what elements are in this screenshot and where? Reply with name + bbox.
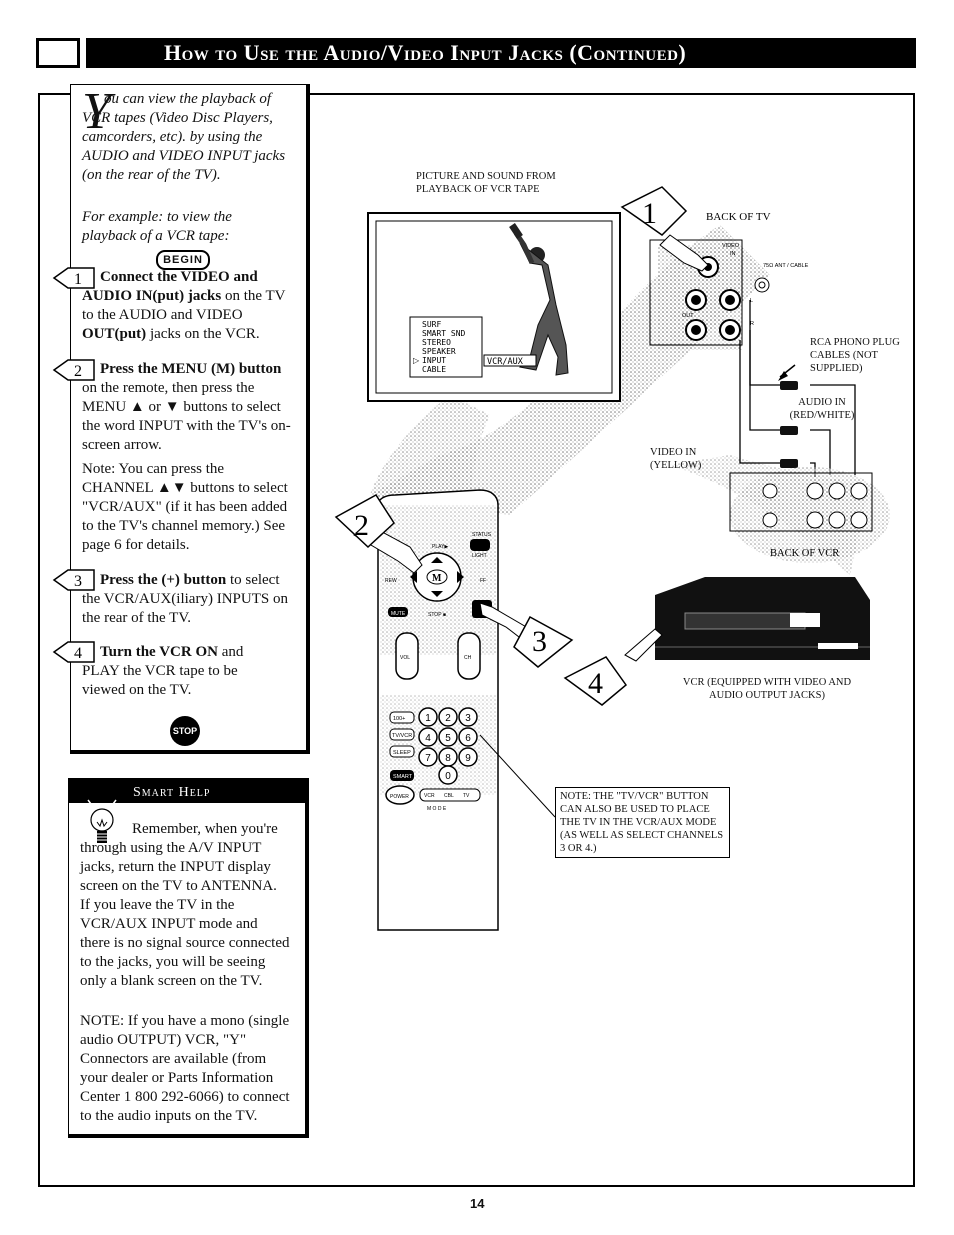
digit-6: 6 — [465, 733, 471, 744]
vcr-video-out-jack — [807, 483, 823, 499]
smart-help-para2: NOTE: If you have a mono (single audio OUTPUT) VCR, "Y" Connectors are available (from your dealer or Parts Information Center 1 800 292-6066) to connect to the audio inputs on the TV. — [80, 1013, 290, 1124]
tv-mode-label: TV — [463, 793, 470, 799]
key-100-label: 100+ — [393, 716, 406, 722]
audio-in-label: AUDIO IN (RED/WHITE) — [789, 397, 855, 421]
vcr-antenna-in-jack — [763, 513, 777, 527]
drop-cap: Y — [82, 83, 111, 140]
digit-8: 8 — [445, 753, 451, 764]
tv-antenna-jack — [755, 278, 769, 292]
rca-plugs — [780, 381, 798, 468]
step-2-rest: on the remote, then press the MENU ▲ or ▼ buttons to select the word INPUT with the TV's on-screen arrow. — [82, 380, 291, 453]
vcr-antenna-out-jack — [763, 484, 777, 498]
power-label: POWER — [390, 794, 409, 800]
smart-help-title: Smart Help — [69, 779, 306, 803]
tv-label-r: R — [750, 321, 754, 327]
diagram-step-1: 1 — [642, 197, 657, 230]
step-3-rest: to select the VCR/AUX(iliary) INPUTS on the rear of the TV. — [82, 572, 288, 626]
vcr-display — [790, 613, 820, 627]
video-in-label: VIDEO IN (YELLOW) — [650, 447, 702, 471]
vcr-audio-l-out-jack — [829, 483, 845, 499]
header-checkbox-icon — [36, 38, 80, 68]
menu-arrow-icon: ▷ — [413, 356, 420, 365]
mute-key-label: MUTE — [391, 611, 406, 617]
digit-0: 0 — [445, 771, 451, 782]
diagram-step-2: 2 — [354, 509, 369, 542]
tv-label-out: OUT — [682, 313, 694, 319]
step-4-rest: and PLAY the VCR tape to be viewed on the TV. — [82, 644, 244, 698]
diagram-step-4: 4 — [588, 667, 603, 700]
begin-badge: BEGIN — [156, 250, 210, 270]
tv-vcr-label: TV/VCR — [392, 733, 413, 739]
vcr-audio-l-in-jack — [829, 512, 845, 528]
digit-3: 3 — [465, 713, 471, 724]
step-2-text — [82, 360, 292, 455]
ch-label: CH — [464, 655, 472, 661]
step-3-text — [82, 571, 297, 628]
page-title: How to Use the Audio/Video Input Jacks (Continued) — [86, 38, 916, 68]
connection-diagram — [310, 95, 914, 1185]
digit-5: 5 — [445, 733, 451, 744]
digit-2: 2 — [445, 713, 451, 724]
status-key-label: STATUS — [472, 532, 491, 538]
intro-paragraph: ou can view the playback of VCR tapes (Video Disc Players, camcorders, etc). by using the AUDIO and VIDEO INPUT jacks (on the rear of the TV). — [82, 91, 286, 183]
vcr-audio-r-in-jack — [851, 512, 867, 528]
vol-label: VOL — [400, 655, 411, 661]
tv-label-video: VIDEO — [722, 243, 740, 249]
step-4-bold: Turn the VCR ON — [100, 644, 218, 660]
menu-item-0: SURF — [422, 320, 442, 329]
step-1-text — [82, 268, 292, 344]
step-4-text — [82, 643, 282, 700]
diagram-step-3: 3 — [532, 625, 547, 658]
stop-key-label: STOP ■ — [428, 612, 446, 618]
step-2-note: Note: You can press the CHANNEL ▲▼ buttons to select "VCR/AUX" (if it has been added to the TV's channel memory.) See page 6 for details. — [82, 461, 288, 553]
play-key-label: PLAY▶ — [432, 544, 449, 550]
tv-label-in: IN — [730, 251, 736, 257]
digit-1: 1 — [425, 713, 431, 724]
menu-m-label: M — [432, 573, 442, 584]
menu-item-2: STEREO — [422, 338, 451, 347]
vcr-buttons — [818, 643, 858, 649]
digit-9: 9 — [465, 753, 471, 764]
back-of-vcr-label: BACK OF VCR — [770, 548, 840, 559]
back-of-tv-label: BACK OF TV — [706, 211, 771, 223]
menu-item-1: SMART SND — [422, 329, 466, 338]
tv-screen — [368, 213, 620, 401]
menu-item-5: CABLE — [422, 365, 447, 374]
example-text: For example: to view the playback of a VCR tape: — [82, 209, 232, 244]
mode-label: M O D E — [427, 806, 447, 812]
digit-7: 7 — [425, 753, 431, 764]
sleep-label: SLEEP — [393, 750, 411, 756]
step-1-bold: Connect the VIDEO and AUDIO IN(put) jacks — [82, 269, 258, 304]
vcr-tape-slot — [685, 613, 805, 629]
tv-vcr-note-box: NOTE: THE "TV/VCR" BUTTON CAN ALSO BE USED TO PLACE THE TV IN THE VCR/AUX MODE (AS WELL AS SELECT CHANNELS 3 OR 4.) — [555, 787, 730, 858]
step-1-rest2: jacks on the VCR. — [146, 326, 260, 342]
step-1-number: 1 — [74, 271, 82, 288]
vcr-video-in-jack — [807, 512, 823, 528]
step-2-number: 2 — [74, 363, 82, 380]
step-2-bold: Press the MENU (M) button — [100, 361, 282, 377]
stop-sign-icon: STOP — [170, 716, 200, 746]
vcr-mode-label: VCR — [424, 793, 435, 799]
tv-label-l: L — [750, 298, 754, 304]
page-number: 14 — [470, 1196, 485, 1211]
menu-item-3: SPEAKER — [422, 347, 456, 356]
step-4-number: 4 — [74, 645, 82, 662]
status-button[interactable] — [470, 539, 490, 551]
step-1-bold2: OUT(put) — [82, 326, 147, 342]
rew-key-label: REW — [385, 578, 397, 584]
vcr-audio-r-out-jack — [851, 483, 867, 499]
step-3-bold: Press the (+) button — [100, 572, 227, 588]
menu-value: VCR/AUX — [487, 357, 523, 367]
light-key-label: LIGHT — [472, 553, 487, 559]
smart-label: SMART — [393, 774, 413, 780]
vcr-label: VCR (EQUIPPED WITH VIDEO AND AUDIO OUTPUT JACKS) — [682, 677, 852, 701]
step-3-number: 3 — [74, 573, 82, 590]
ff-key-label: FF — [480, 578, 487, 584]
digit-4: 4 — [425, 733, 431, 744]
tv-label-ant: 75Ω ANT / CABLE — [763, 263, 809, 269]
smart-help-para1: Remember, when you're through using the A/V INPUT jacks, return the INPUT display screen on the TV to ANTENNA. If you leave the TV in the VCR/AUX INPUT mode and there is no signal source connected to the jacks, you will be seeing only a blank screen on the TV. — [80, 821, 290, 989]
menu-item-4: INPUT — [422, 356, 447, 365]
step-1-rest: on the TV to the AUDIO and VIDEO — [82, 288, 286, 323]
picture-sound-label: PICTURE AND SOUND FROM PLAYBACK OF VCR TAPE — [416, 171, 556, 195]
rca-cables-label: RCA PHONO PLUG CABLES (NOT SUPPLIED) — [810, 337, 900, 374]
cbl-mode-label: CBL — [444, 793, 454, 799]
